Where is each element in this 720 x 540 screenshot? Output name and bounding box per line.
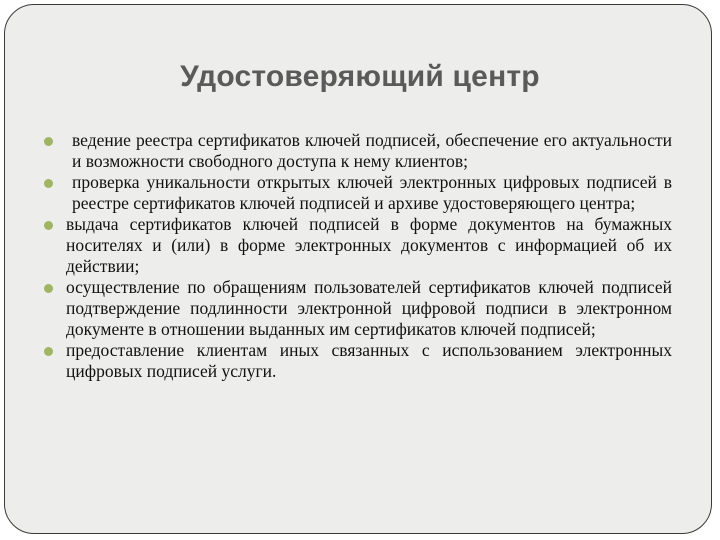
bullet-dot-icon (44, 284, 53, 293)
list-item-text: выдача сертификатов ключей подписей в форме документов на бумажных носителях и (или) в форме электронных документов с информацией об их действии; (66, 214, 672, 276)
list-item-text: проверка уникальности открытых ключей электронных цифровых подписей в реестре сертификатов ключей подписей и архиве удостоверяющего центра; (72, 172, 672, 213)
list-item-text: ведение реестра сертификатов ключей подписей, обеспечение его актуальности и возможности свободного доступа к нему клиентов; (72, 130, 672, 171)
list-item (66, 214, 672, 277)
list-item-text: предоставление клиентам иных связанных с использованием электронных цифровых подписей услуги. (66, 340, 672, 381)
bullet-list (66, 130, 672, 382)
bullet-dot-icon (44, 137, 53, 146)
list-item-text: осуществление по обращениям пользователей сертификатов ключей подписей подтверждение подлинности электронной цифровой подписи в электронном документе в отношении выданных им сертификатов ключей подписей; (66, 277, 672, 339)
bullet-dot-icon (44, 347, 53, 356)
list-item (66, 172, 672, 214)
slide-title: Удостоверяющий центр (180, 60, 540, 93)
list-item (66, 277, 672, 340)
bullet-dot-icon (44, 221, 53, 230)
list-item (66, 130, 672, 172)
bullet-dot-icon (44, 179, 53, 188)
list-item (66, 340, 672, 382)
